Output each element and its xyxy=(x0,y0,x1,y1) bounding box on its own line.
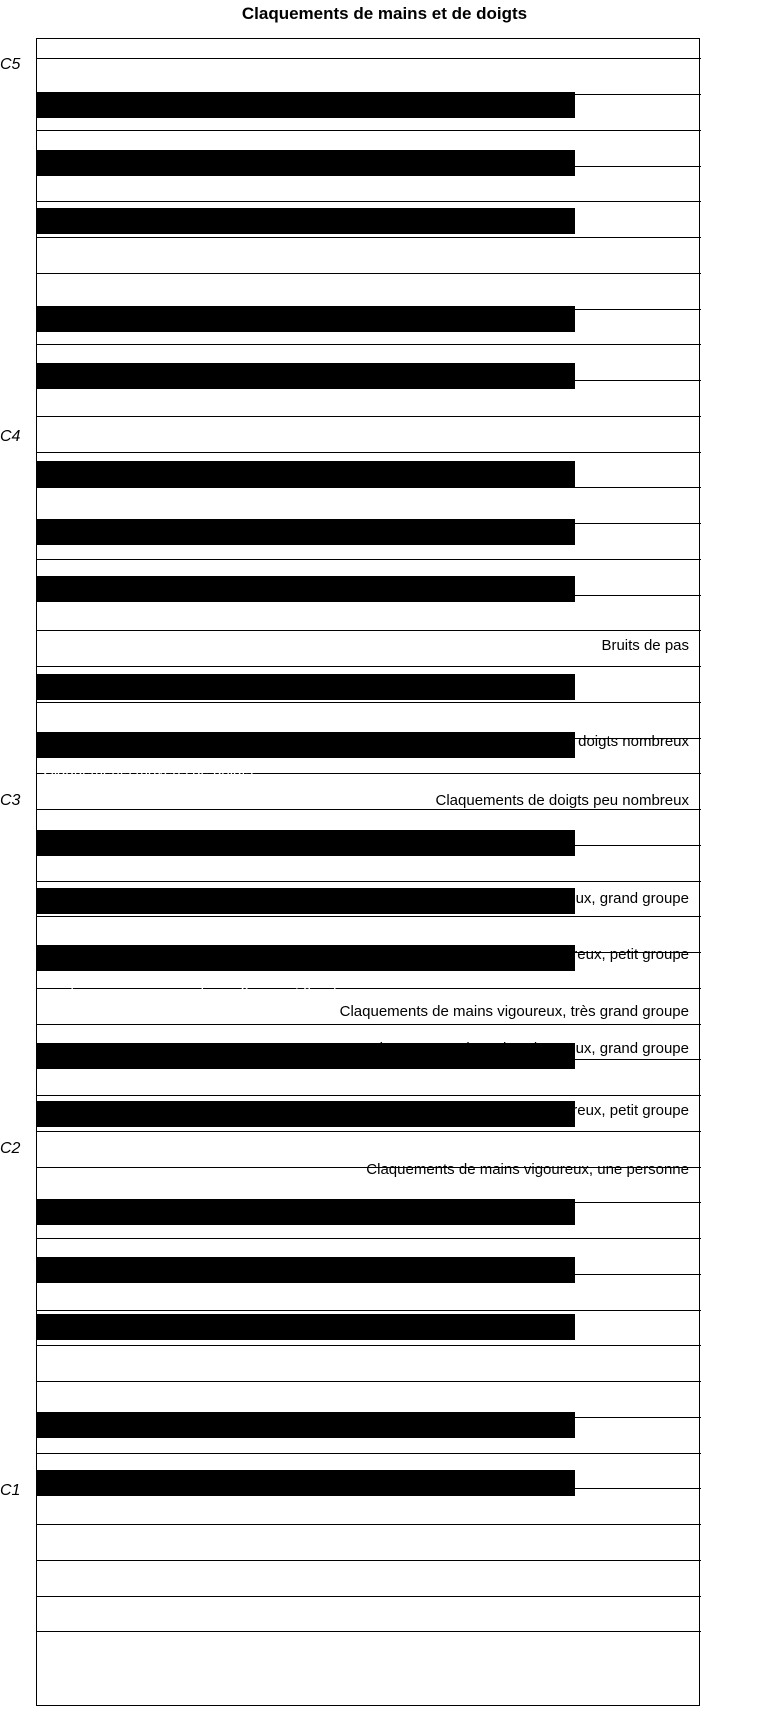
sound-label: Claquements moyens de doigts xyxy=(43,763,254,780)
black-key[interactable] xyxy=(37,92,575,118)
black-key[interactable] xyxy=(37,519,575,545)
sound-label: Claquements de mains peu vigoureux, grand groupe xyxy=(339,890,689,907)
sound-label: Claquements de mains peu vigoureux, très grand groupe xyxy=(43,861,422,878)
octave-label-c5: C5 xyxy=(0,56,21,73)
black-key[interactable] xyxy=(37,1314,575,1340)
sound-label: Claquements de mains vigoureux, groupe très réduit xyxy=(43,1133,392,1150)
octave-label-c1: C1 xyxy=(0,1482,21,1499)
white-key-separator xyxy=(37,58,701,59)
black-key[interactable] xyxy=(37,674,575,700)
white-key-separator xyxy=(37,487,701,488)
white-key-separator xyxy=(37,201,701,202)
sound-label: Claquements de mains vigoureux, groupe moyen xyxy=(43,1069,370,1086)
sound-label: Claquements de doigts nombreux xyxy=(464,733,689,750)
sound-label: Claquements de mains vigoureux, une personne xyxy=(366,1161,689,1178)
white-key-separator xyxy=(37,273,701,274)
white-key-separator xyxy=(37,1453,701,1454)
white-key-separator xyxy=(37,1381,701,1382)
white-key-separator xyxy=(37,237,701,238)
white-key-separator xyxy=(37,1310,701,1311)
sound-label: Claquements de mains peu vigoureux, groupe très réduit xyxy=(43,974,421,991)
white-key-separator xyxy=(37,1345,701,1346)
sound-label: Claquements de mains vigoureux, très grand groupe xyxy=(339,1003,689,1020)
white-key-separator xyxy=(37,1524,701,1525)
white-key-separator xyxy=(37,416,701,417)
black-key[interactable] xyxy=(37,150,575,176)
black-key[interactable] xyxy=(37,1412,575,1438)
piano-keyboard xyxy=(36,38,700,1706)
sound-label: Claquements de mains vigoureux, grand groupe xyxy=(368,1040,689,1057)
black-key[interactable] xyxy=(37,1470,575,1496)
white-key-separator xyxy=(37,1238,701,1239)
sound-label: Claquements de mains peu vigoureux, petit groupe xyxy=(349,946,689,963)
black-key[interactable] xyxy=(37,830,575,856)
white-key-separator xyxy=(37,1024,701,1025)
white-key-separator xyxy=(37,666,701,667)
black-key[interactable] xyxy=(37,576,575,602)
white-key-separator xyxy=(37,1596,701,1597)
white-key-separator xyxy=(37,881,701,882)
page-title: Claquements de mains et de doigts xyxy=(241,4,528,23)
sound-label: Claquements de doigts peu nombreux xyxy=(435,792,689,809)
white-key-separator xyxy=(37,1631,701,1632)
white-key-separator xyxy=(37,1560,701,1561)
white-key-separator xyxy=(37,344,701,345)
black-key[interactable] xyxy=(37,208,575,234)
white-key-separator xyxy=(37,630,701,631)
sound-label: Claquements de mains vigoureux, petit groupe xyxy=(378,1102,689,1119)
black-key[interactable] xyxy=(37,363,575,389)
white-key-separator xyxy=(37,130,701,131)
white-key-separator xyxy=(37,559,701,560)
white-key-separator xyxy=(37,452,701,453)
octave-label-c2: C2 xyxy=(0,1140,21,1157)
sound-label: Claquements de mains peu vigoureux, groupe moyen xyxy=(43,918,400,935)
black-key[interactable] xyxy=(37,306,575,332)
octave-label-c3: C3 xyxy=(0,792,21,809)
sound-label: Bruits de pas xyxy=(601,637,689,654)
black-key[interactable] xyxy=(37,461,575,487)
white-key-separator xyxy=(37,1095,701,1096)
white-key-separator xyxy=(37,702,701,703)
octave-label-c4: C4 xyxy=(0,428,21,445)
black-key[interactable] xyxy=(37,1257,575,1283)
black-key[interactable] xyxy=(37,1199,575,1225)
